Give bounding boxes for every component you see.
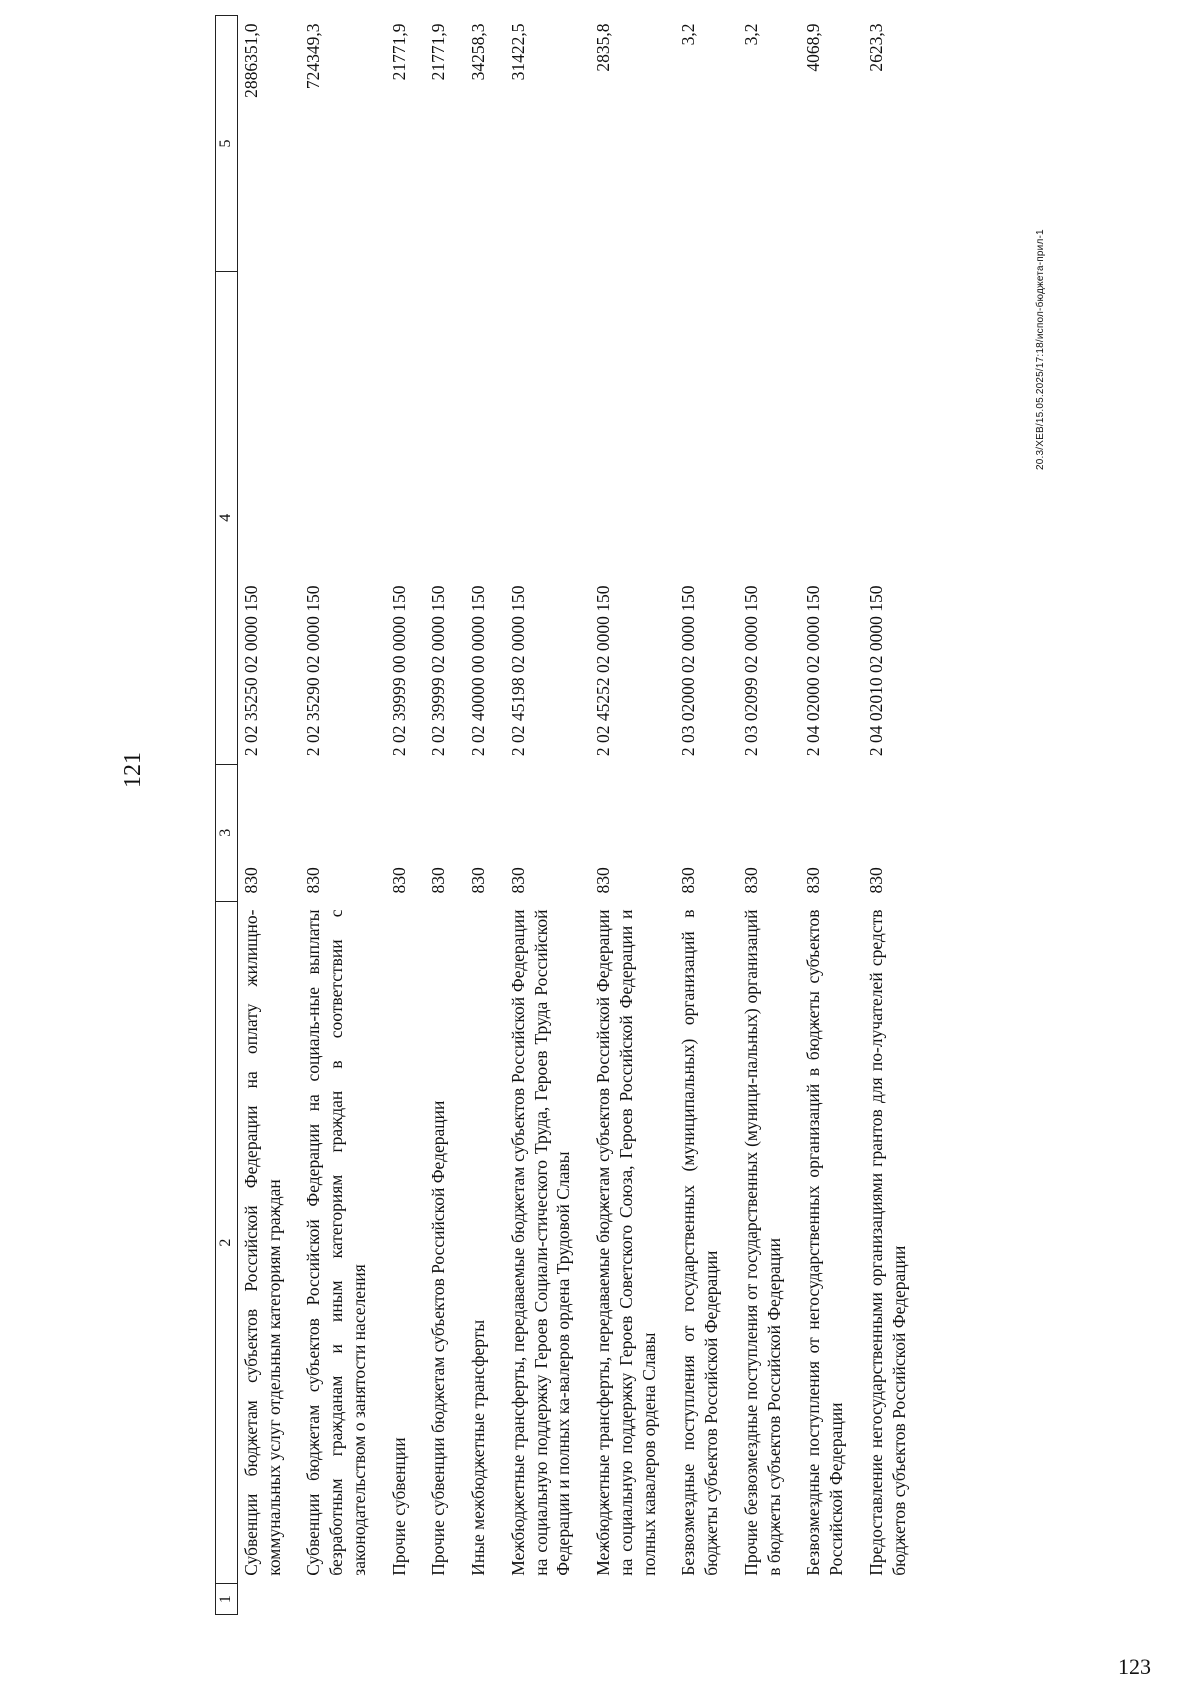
table-row: [589, 16, 674, 1615]
row-number-cell: [674, 1584, 737, 1615]
admin-code-cell: 830: [740, 867, 761, 894]
admin-code-cell: 830: [468, 867, 489, 894]
row-number-cell: [299, 1584, 384, 1615]
footer-document-code: 20.3/XEB/15.05.2025/17:18/испол-бюджета-прил-1: [1035, 229, 1046, 470]
budget-classification-code-cell: 2 02 35290 02 0000 150: [303, 585, 324, 757]
budget-classification-code-cell: 2 02 39999 00 0000 150: [388, 585, 409, 757]
row-number-cell: [799, 1584, 862, 1615]
admin-code-cell: 830: [428, 867, 449, 894]
admin-code-cell: 830: [865, 867, 886, 894]
sheet-number: 123: [1118, 1654, 1151, 1679]
row-number-cell: [464, 1584, 504, 1615]
admin-code-cell: 830: [388, 867, 409, 894]
budget-classification-code-cell: 2 03 02099 02 0000 150: [740, 585, 761, 757]
amount-cell: 2835,8: [593, 23, 614, 72]
table-row: [504, 16, 589, 1615]
amount-cell: 2886351,0: [240, 23, 261, 98]
amount-cell: 3,2: [678, 23, 699, 46]
amount-cell: 21771,9: [388, 23, 409, 81]
row-number-cell: [862, 1584, 925, 1615]
budget-classification-code-cell: 2 02 35250 02 0000 150: [240, 585, 261, 757]
admin-code-cell: 830: [507, 867, 528, 894]
amount-cell: 2623,3: [865, 23, 886, 72]
table-body: [237, 16, 924, 1615]
revenue-name-cell: Субвенции бюджетам субъектов Российской Федерации на социаль-ные выплаты безработным гражданам и иным категориям граждан в соответствии с законодательством о занятости населения: [303, 909, 369, 1576]
table-row: [237, 16, 299, 1615]
header-col-1: 1: [216, 1584, 238, 1615]
table-header: [216, 16, 238, 1615]
row-number-cell: [737, 1584, 800, 1615]
page-number: 121: [120, 752, 146, 788]
budget-classification-code-cell: 2 03 02000 02 0000 150: [678, 585, 699, 757]
revenue-name-cell: Прочие безвозмездные поступления от государственных (муници-пальных) организаций в бюджеты субъектов Российской Федерации: [740, 909, 784, 1576]
budget-classification-code-cell: 2 02 40000 00 0000 150: [468, 585, 489, 757]
table-row: [424, 16, 464, 1615]
revenue-name-cell: Безвозмездные поступления от негосударственных организаций в бюджеты субъектов Российской Федерации: [803, 909, 847, 1576]
rotated-landscape-content: [100, 0, 1060, 1660]
header-col-5: 5: [216, 16, 238, 272]
revenue-name-cell: Безвозмездные поступления от государственных (муниципальных) организаций в бюджеты субъектов Российской Федерации: [678, 909, 722, 1576]
revenue-name-cell: Межбюджетные трансферты, передаваемые бюджетам субъектов Российской Федерации на социальную поддержку Героев Социали-стического Труда, Героев Труда Российской Федерации и полных ка-валеров ордена Трудовой Славы: [507, 909, 574, 1576]
header-col-3: 3: [216, 764, 238, 901]
budget-revenue-table: [215, 15, 924, 1615]
amount-cell: 724349,3: [303, 23, 324, 90]
revenue-name-cell: Предоставление негосударственными организациями грантов для по-лучателей средств бюджетов субъектов Российской Федерации: [865, 909, 909, 1576]
row-number-cell: [504, 1584, 589, 1615]
table-row: [737, 16, 800, 1615]
amount-cell: 31422,5: [507, 23, 528, 81]
amount-cell: 21771,9: [428, 23, 449, 81]
table-row: [862, 16, 925, 1615]
budget-classification-code-cell: 2 04 02000 02 0000 150: [803, 585, 824, 757]
revenue-name-cell: Субвенции бюджетам субъектов Российской Федерации на оплату жилищно-коммунальных услуг отдельным категориям граждан: [240, 909, 284, 1576]
table-row: [799, 16, 862, 1615]
amount-cell: 34258,3: [468, 23, 489, 81]
budget-classification-code-cell: 2 02 39999 02 0000 150: [428, 585, 449, 757]
amount-cell: 4068,9: [803, 23, 824, 72]
amount-cell: 3,2: [740, 23, 761, 46]
budget-classification-code-cell: 2 02 45198 02 0000 150: [507, 585, 528, 757]
admin-code-cell: 830: [678, 867, 699, 894]
budget-classification-code-cell: 2 02 45252 02 0000 150: [593, 585, 614, 757]
admin-code-cell: 830: [303, 867, 324, 894]
table-row: [674, 16, 737, 1615]
row-number-cell: [424, 1584, 464, 1615]
header-col-4: 4: [216, 271, 238, 764]
table-row: [464, 16, 504, 1615]
row-number-cell: [385, 1584, 425, 1615]
admin-code-cell: 830: [593, 867, 614, 894]
revenue-name-cell: Иные межбюджетные трансферты: [468, 1319, 489, 1576]
header-row: [216, 16, 238, 1615]
admin-code-cell: 830: [240, 867, 261, 894]
revenue-name-cell: Межбюджетные трансферты, передаваемые бюджетам субъектов Российской Федерации на социальную поддержку Героев Советского Союза, Героев Российской Федерации и полных кавалеров ордена Славы: [593, 909, 659, 1576]
table-row: [299, 16, 384, 1615]
budget-classification-code-cell: 2 04 02010 02 0000 150: [865, 585, 886, 757]
row-number-cell: [589, 1584, 674, 1615]
revenue-name-cell: Прочие субвенции: [388, 1437, 409, 1576]
header-col-2: 2: [216, 901, 238, 1583]
revenue-name-cell: Прочие субвенции бюджетам субъектов Российской Федерации: [428, 1100, 449, 1576]
admin-code-cell: 830: [803, 867, 824, 894]
row-number-cell: [237, 1584, 299, 1615]
table-row: [385, 16, 425, 1615]
